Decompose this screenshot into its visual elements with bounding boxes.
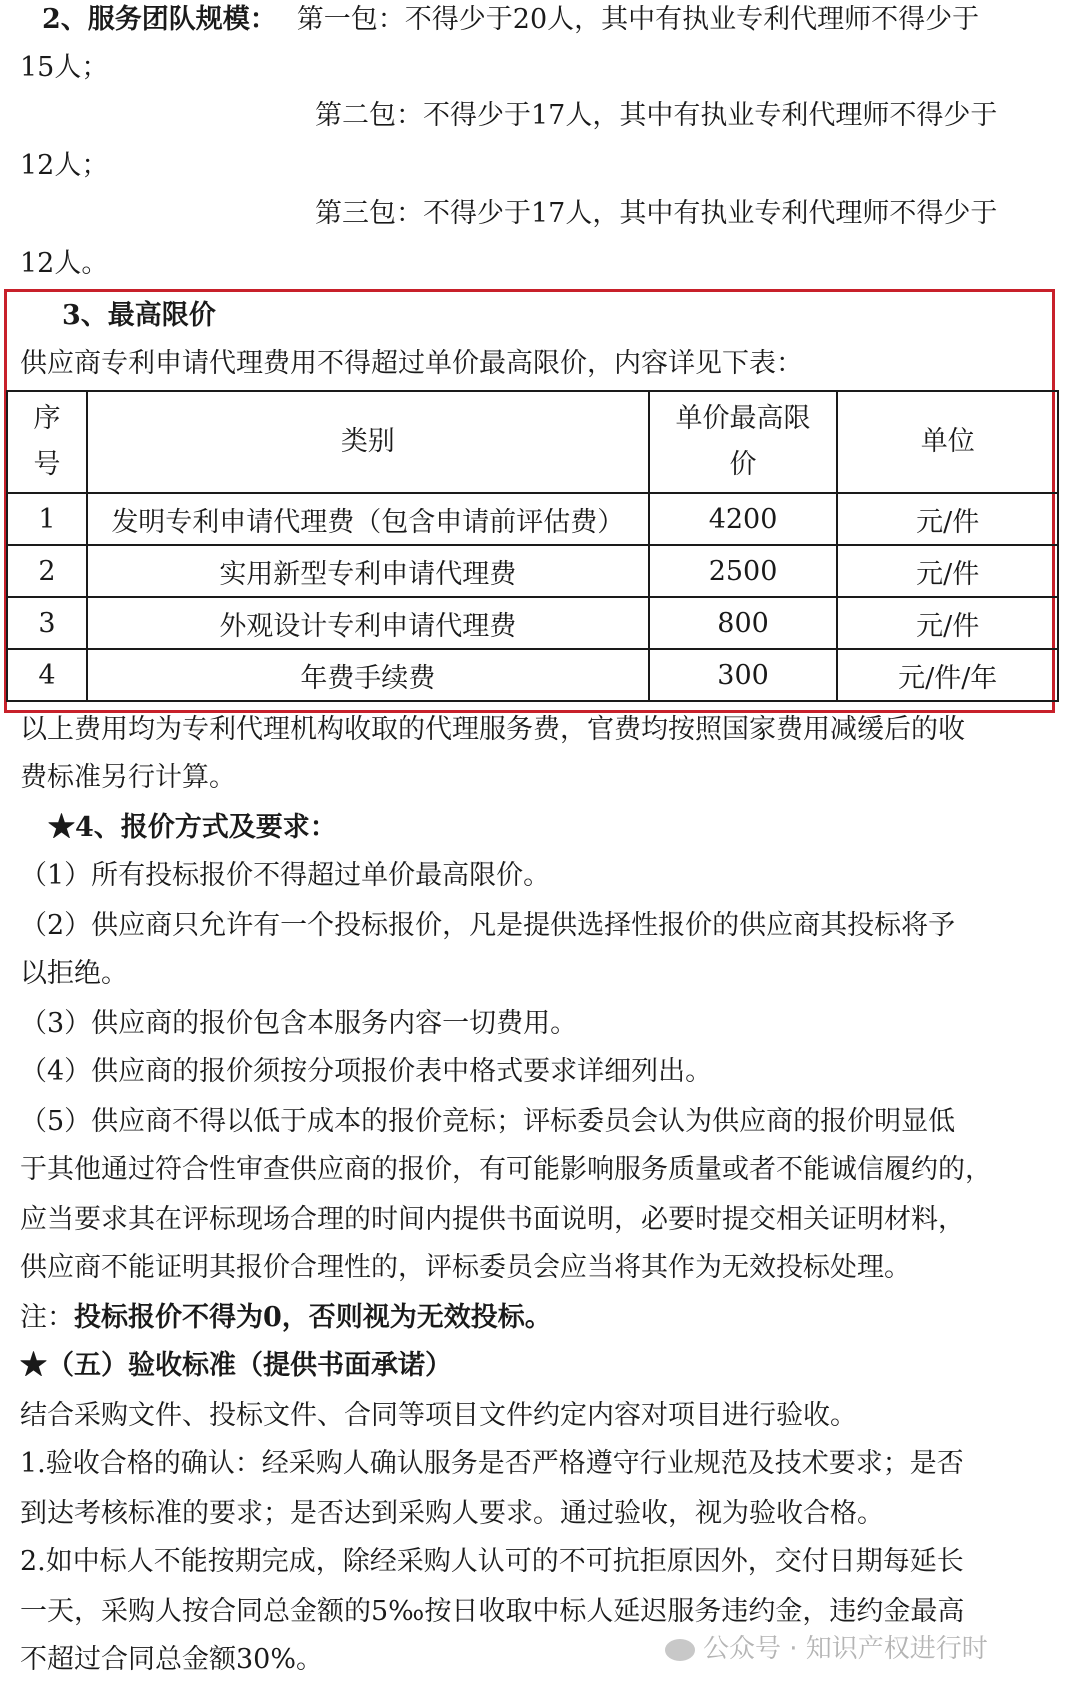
watermark-text: 公众号 · 知识产权进行时 (703, 1634, 988, 1664)
row-index: 4 (7, 649, 87, 701)
row-category: 外观设计专利申请代理费 (87, 597, 649, 649)
price-limit-table (6, 390, 1059, 702)
team-size-line-2: 15人； (20, 52, 109, 83)
team-size-line-4: 12人； (20, 150, 109, 181)
table-header-row (7, 391, 1058, 493)
team-size-heading: 2、服务团队规模： (42, 4, 277, 35)
acceptance-line-2a: 1.验收合格的确认：经采购人确认服务是否严格遵守行业规范及技术要求；是否 (20, 1448, 964, 1479)
quote-note (20, 1300, 552, 1336)
table-row (7, 493, 1058, 545)
row-price: 4200 (649, 493, 838, 545)
team-size-line-6: 12人。 (20, 248, 109, 279)
row-unit: 元/件/年 (837, 649, 1058, 701)
quote-item-1: （1）所有投标报价不得超过单价最高限价。 (20, 860, 551, 891)
table-row (7, 545, 1058, 597)
team-package-3: 第三包：不得少于17人，其中有执业专利代理师不得少于 (315, 198, 998, 229)
quote-heading: ★4、报价方式及要求： (48, 812, 337, 843)
header-index: 序号 (7, 391, 87, 493)
quote-item-2a: （2）供应商只允许有一个投标报价，凡是提供选择性报价的供应商其投标将予 (20, 910, 956, 941)
watermark (665, 1628, 988, 1665)
quote-item-4: （4）供应商的报价须按分项报价表中格式要求详细列出。 (20, 1056, 713, 1087)
row-unit: 元/件 (837, 493, 1058, 545)
row-category: 发明专利申请代理费（包含申请前评估费） (87, 493, 649, 545)
fee-note-2: 费标准另行计算。 (20, 762, 236, 793)
row-price: 300 (649, 649, 838, 701)
team-package-1: 第一包：不得少于20人，其中有执业专利代理师不得少于 (296, 4, 980, 35)
quote-note-label: 注： (20, 1302, 74, 1333)
quote-item-3: （3）供应商的报价包含本服务内容一切费用。 (20, 1008, 578, 1039)
header-category: 类别 (87, 391, 649, 493)
header-unit: 单位 (837, 391, 1058, 493)
acceptance-line-2b: 到达考核标准的要求；是否达到采购人要求。通过验收，视为验收合格。 (20, 1498, 884, 1529)
quote-item-2b: 以拒绝。 (20, 958, 128, 989)
row-index: 3 (7, 597, 87, 649)
header-max-price: 单价最高限价 (649, 391, 838, 493)
acceptance-line-3c: 不超过合同总金额30%。 (20, 1644, 324, 1675)
acceptance-line-3a: 2.如中标人不能按期完成，除经采购人认可的不可抗拒原因外，交付日期每延长 (20, 1546, 964, 1577)
quote-item-5a: （5）供应商不得以低于成本的报价竞标；评标委员会认为供应商的报价明显低 (20, 1106, 956, 1137)
price-limit-heading: 3、最高限价 (62, 300, 216, 331)
row-unit: 元/件 (837, 545, 1058, 597)
table-row (7, 649, 1058, 701)
team-size-line-1 (20, 2, 979, 38)
fee-note-1: 以上费用均为专利代理机构收取的代理服务费，官费均按照国家费用减缓后的收 (20, 714, 965, 745)
quote-item-5d: 供应商不能证明其报价合理性的，评标委员会应当将其作为无效投标处理。 (20, 1252, 911, 1283)
team-package-2: 第二包：不得少于17人，其中有执业专利代理师不得少于 (315, 100, 998, 131)
quote-item-5b: 于其他通过符合性审查供应商的报价，有可能影响服务质量或者不能诚信履约的， (20, 1154, 992, 1185)
row-index: 1 (7, 493, 87, 545)
row-category: 年费手续费 (87, 649, 649, 701)
table-row (7, 597, 1058, 649)
acceptance-line-1: 结合采购文件、投标文件、合同等项目文件约定内容对项目进行验收。 (20, 1400, 857, 1431)
quote-item-5c: 应当要求其在评标现场合理的时间内提供书面说明，必要时提交相关证明材料， (20, 1204, 965, 1235)
row-unit: 元/件 (837, 597, 1058, 649)
row-category: 实用新型专利申请代理费 (87, 545, 649, 597)
wechat-icon (665, 1639, 695, 1661)
price-limit-intro: 供应商专利申请代理费用不得超过单价最高限价，内容详见下表： (20, 348, 803, 379)
row-price: 2500 (649, 545, 838, 597)
row-index: 2 (7, 545, 87, 597)
acceptance-line-3b: 一天，采购人按合同总金额的5‰按日收取中标人延迟服务违约金，违约金最高 (20, 1596, 965, 1627)
quote-note-text: 投标报价不得为0，否则视为无效投标。 (74, 1302, 552, 1333)
acceptance-heading: ★（五）验收标准（提供书面承诺） (20, 1350, 452, 1381)
row-price: 800 (649, 597, 838, 649)
